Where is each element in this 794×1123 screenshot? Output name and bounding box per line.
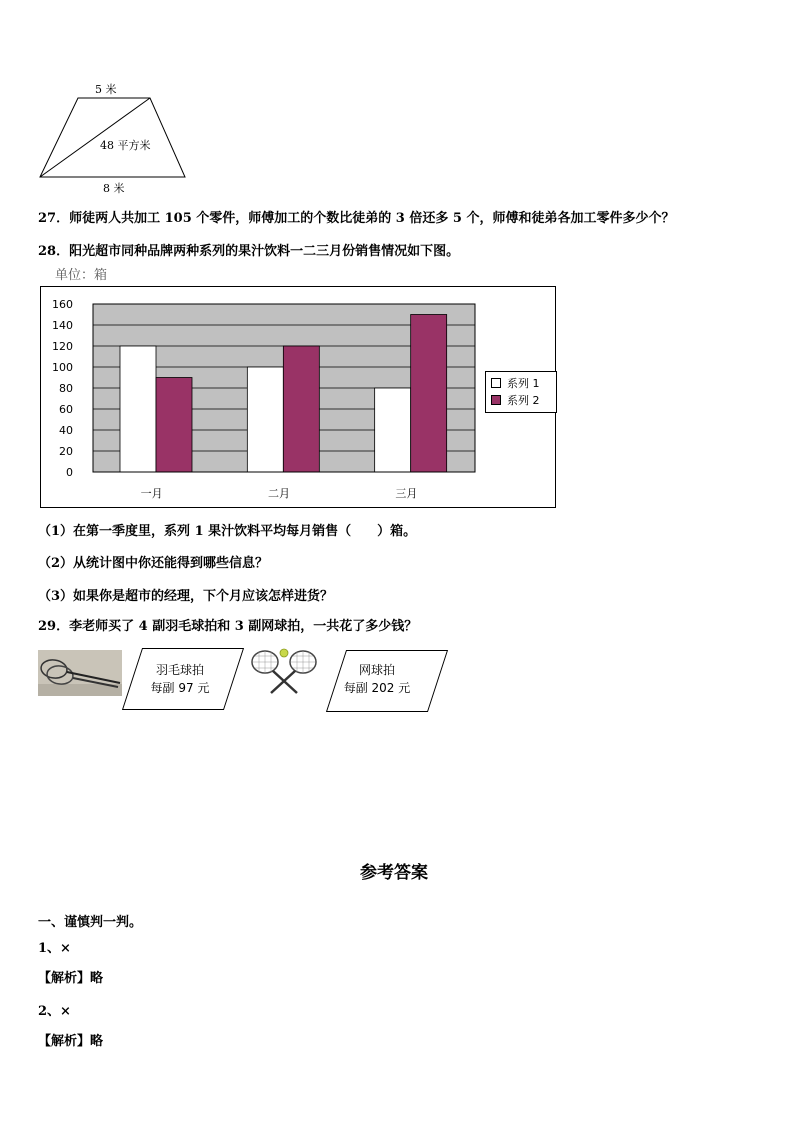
question-28-sub-3: （3）如果你是超市的经理，下个月应该怎样进货？ (38, 589, 334, 604)
answer-2: 2、× (38, 1004, 71, 1019)
legend-item-series-1 (491, 376, 540, 390)
legend-label-series-2: 系列 2 (507, 394, 540, 407)
legend-swatch-series-2 (491, 395, 501, 405)
question-28-sub-2: （2）从统计图中你还能得到哪些信息？ (38, 556, 269, 571)
x-tick-label: 三月 (395, 487, 418, 500)
tennis-name: 网球拍 (358, 663, 395, 677)
trapezoid-area-label: 48 平方米 (100, 139, 151, 152)
chart-legend (485, 371, 557, 413)
y-tick-label: 160 (52, 298, 73, 311)
trapezoid-top-label: 5 米 (95, 83, 117, 96)
y-tick-label: 100 (52, 361, 73, 374)
question-27: 27．师徒两人共加工 105 个零件，师傅加工的个数比徒弟的 3 倍还多 5 个，师傅和徒弟各加工零件多少个？ (38, 211, 675, 226)
y-tick-label: 140 (52, 319, 73, 332)
y-tick-label: 60 (59, 403, 73, 416)
tennis-price: 每副 202 元 (343, 681, 411, 695)
badminton-price: 每副 97 元 (150, 681, 210, 695)
bar-series-1 (247, 367, 283, 472)
bar-series-1 (120, 346, 156, 472)
y-tick-label: 40 (59, 424, 73, 437)
y-tick-label: 80 (59, 382, 73, 395)
answer-1: 1、× (38, 941, 71, 956)
legend-swatch-series-1 (491, 378, 501, 388)
legend-item-series-2 (491, 393, 540, 407)
badminton-price-box (122, 648, 244, 710)
question-28-sub-1: （1）在第一季度里，系列 1 果汁饮料平均每月销售（ ）箱。 (38, 524, 417, 539)
answer-2-note: 【解析】略 (38, 1034, 104, 1049)
chart-unit-label: 单位：箱 (55, 268, 108, 283)
y-tick-label: 20 (59, 445, 73, 458)
badminton-racket-image (38, 650, 122, 696)
badminton-name: 羽毛球拍 (155, 663, 204, 677)
question-28: 28．阳光超市同种品牌两种系列的果汁饮料一二三月份销售情况如下图。 (38, 244, 460, 259)
answers-section-1: 一、谨慎判一判。 (38, 915, 143, 930)
tennis-racket-image (245, 647, 323, 697)
answers-title: 参考答案 (360, 863, 428, 883)
bar-series-1 (375, 388, 411, 472)
answer-1-note: 【解析】略 (38, 971, 104, 986)
legend-label-series-1: 系列 1 (507, 377, 540, 390)
bar-series-2 (411, 315, 447, 473)
y-tick-label: 0 (66, 466, 73, 479)
bar-series-2 (283, 346, 319, 472)
question-29: 29．李老师买了 4 副羽毛球拍和 3 副网球拍，一共花了多少钱？ (38, 619, 418, 634)
bar-chart (40, 286, 556, 508)
trapezoid-bottom-label: 8 米 (103, 182, 125, 195)
x-tick-label: 二月 (268, 487, 290, 500)
y-tick-label: 120 (52, 340, 73, 353)
x-tick-label: 一月 (140, 487, 163, 500)
bar-series-2 (156, 378, 192, 473)
